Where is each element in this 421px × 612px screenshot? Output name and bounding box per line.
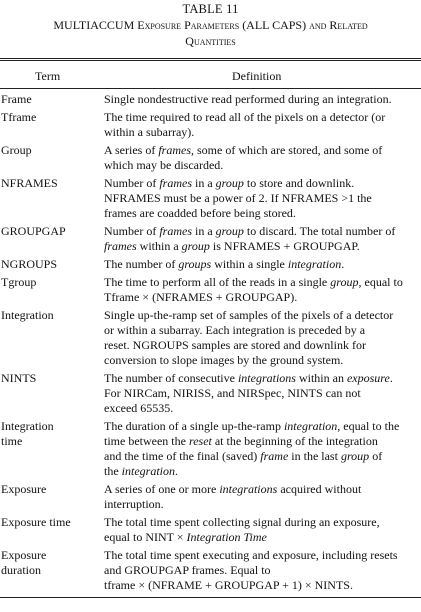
- definition-line: reset. NGROUPS samples are stored and downlink for: [104, 338, 366, 352]
- definition-line: The number of groups within a single integration.: [104, 257, 345, 271]
- term-text: NGROUPS: [1, 257, 58, 271]
- definition-line: equal to NINT × Integration Time: [104, 530, 267, 544]
- definition-line: and the time of the final (saved) frame in the last group of: [104, 449, 383, 463]
- definition-line: A series of frames, some of which are stored, and some of: [104, 143, 383, 157]
- definition-line: Single nondestructive read performed during an integration.: [104, 92, 392, 106]
- term-cell: [1, 308, 97, 323]
- definition-line: within a subarray).: [104, 125, 195, 139]
- header-rule: [0, 88, 421, 89]
- definition-line: interruption.: [104, 497, 164, 511]
- term-cell: [1, 92, 97, 107]
- definition-cell: [104, 371, 420, 416]
- definition-cell: [104, 224, 420, 254]
- bottom-rule: [0, 597, 421, 598]
- column-header-term: Term: [35, 69, 61, 83]
- definition-line: frames within a group is NFRAMES + GROUPGAP.: [104, 239, 360, 253]
- definition-line: Number of frames in a group to discard. The total number of: [104, 224, 396, 238]
- term-text: GROUPGAP: [1, 224, 66, 238]
- term-cell: [1, 143, 97, 158]
- definition-line: frames are coadded before being stored.: [104, 206, 296, 220]
- definition-line: time between the reset at the beginning of the integration: [104, 434, 378, 448]
- definition-cell: [104, 515, 420, 545]
- term-cell: [1, 257, 97, 272]
- term-text: Tframe: [1, 110, 37, 124]
- table-title-text-1: MULTIACCUM Exposure Parameters (ALL CAPS) and Related: [53, 18, 368, 32]
- table-title-line-2: [6, 34, 415, 49]
- definition-line: The duration of a single up-the-ramp integration, equal to the: [104, 419, 400, 433]
- term-text: Tgroup: [1, 275, 37, 289]
- definition-cell: [104, 143, 420, 173]
- definition-line: The number of consecutive integrations within an exposure.: [104, 371, 393, 385]
- term-text: NFRAMES: [1, 176, 58, 190]
- term-text: Exposure: [1, 482, 47, 496]
- definition-line: The time to perform all of the reads in a single group, equal to: [104, 275, 403, 289]
- term-cell: [1, 224, 97, 239]
- definition-cell: [104, 482, 420, 512]
- term-cell: [1, 482, 97, 497]
- definition-cell: [104, 419, 420, 479]
- term-text: Exposure: [1, 548, 47, 562]
- table-number: TABLE 11: [182, 2, 239, 16]
- definition-cell: [104, 308, 420, 368]
- definition-line: the integration.: [104, 464, 179, 478]
- term-text: Frame: [1, 92, 32, 106]
- term-text: Group: [1, 143, 32, 157]
- definition-cell: [104, 257, 420, 272]
- term-text: time: [1, 434, 23, 448]
- term-cell: [1, 110, 97, 125]
- term-text: duration: [1, 563, 41, 577]
- definition-cell: [104, 176, 420, 221]
- definition-line: For NIRCam, NIRISS, and NIRSpec, NINTS can not: [104, 386, 361, 400]
- term-cell: [1, 371, 97, 386]
- definition-line: Tframe × (NFRAMES + GROUPGAP).: [104, 290, 298, 304]
- term-cell: [1, 419, 97, 449]
- term-text: Exposure time: [1, 515, 71, 529]
- definition-line: tframe × (NFRAME + GROUPGAP + 1) × NINTS.: [104, 578, 353, 592]
- definition-cell: [104, 275, 420, 305]
- definition-line: A series of one or more integrations acquired without: [104, 482, 362, 496]
- definition-line: or within a subarray. Each integration is preceded by a: [104, 323, 366, 337]
- definition-line: exceed 65535.: [104, 401, 174, 415]
- definition-line: which may be discarded.: [104, 158, 224, 172]
- definition-line: The time required to read all of the pixels on a detector (or: [104, 110, 386, 124]
- term-text: Integration: [1, 419, 54, 433]
- definition-line: Single up-the-ramp set of samples of the pixels of a detector: [104, 308, 394, 322]
- table-title-text-2: Quantities: [185, 34, 236, 48]
- definition-cell: [104, 110, 420, 140]
- definition-line: Number of frames in a group to store and downlink.: [104, 176, 355, 190]
- definition-line: NFRAMES must be a power of 2. If NFRAMES >1 the: [104, 191, 372, 205]
- term-cell: [1, 176, 97, 191]
- table-title-line-1: [6, 18, 415, 33]
- column-header-definition: Definition: [232, 69, 282, 83]
- definition-line: conversion to slope images by the ground system.: [104, 353, 344, 367]
- term-cell: [1, 548, 97, 578]
- term-text: Integration: [1, 308, 54, 322]
- definition-line: and GROUPGAP frames. Equal to: [104, 563, 271, 577]
- term-text: NINTS: [1, 371, 37, 385]
- definition-line: The total time spent collecting signal during an exposure,: [104, 515, 380, 529]
- term-cell: [1, 515, 97, 530]
- definition-cell: [104, 548, 420, 593]
- definition-cell: [104, 92, 420, 107]
- term-cell: [1, 275, 97, 290]
- definition-line: The total time spent executing and exposure, including resets: [104, 548, 398, 562]
- top-rule: [0, 58, 421, 61]
